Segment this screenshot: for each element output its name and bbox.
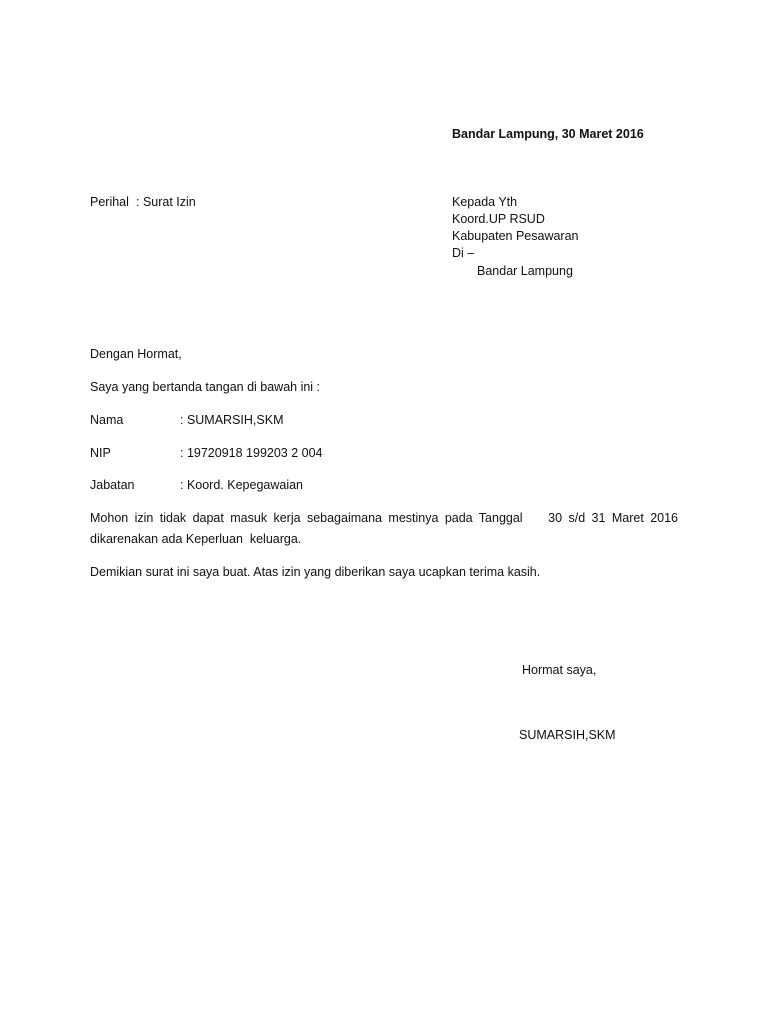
name-value: : SUMARSIH,SKM xyxy=(180,413,284,427)
position-label: Jabatan xyxy=(90,478,135,492)
subject-label: Perihal xyxy=(90,195,129,209)
subject-value: : Surat Izin xyxy=(136,195,196,209)
name-label: Nama xyxy=(90,413,124,427)
intro-text: Saya yang bertanda tangan di bawah ini : xyxy=(90,380,321,394)
position-value: : Koord. Kepegawaian xyxy=(180,478,304,492)
nip-value: : 19720918 199203 2 004 xyxy=(180,446,323,460)
body-paragraph: Mohon izin tidak dapat masuk kerja sebagaimana mestinya pada Tanggal 30 s/d 31 Maret 2016 dikarenakan ada Keperluan keluarga. xyxy=(90,511,682,546)
greeting: Dengan Hormat, xyxy=(90,347,182,361)
recipient-line: Bandar Lampung xyxy=(477,264,573,278)
nip-label: NIP xyxy=(90,446,111,460)
signoff: Hormat saya, xyxy=(522,663,597,677)
signer-name: SUMARSIH,SKM xyxy=(519,728,616,742)
recipient-line: Koord.UP RSUD xyxy=(452,212,545,226)
recipient-line: Di – xyxy=(452,246,475,260)
recipient-line: Kabupaten Pesawaran xyxy=(452,229,579,243)
recipient-line: Kepada Yth xyxy=(452,195,518,209)
place-date: Bandar Lampung, 30 Maret 2016 xyxy=(452,127,644,141)
closing-paragraph: Demikian surat ini saya buat. Atas izin yang diberikan saya ucapkan terima kasih. xyxy=(90,565,541,579)
